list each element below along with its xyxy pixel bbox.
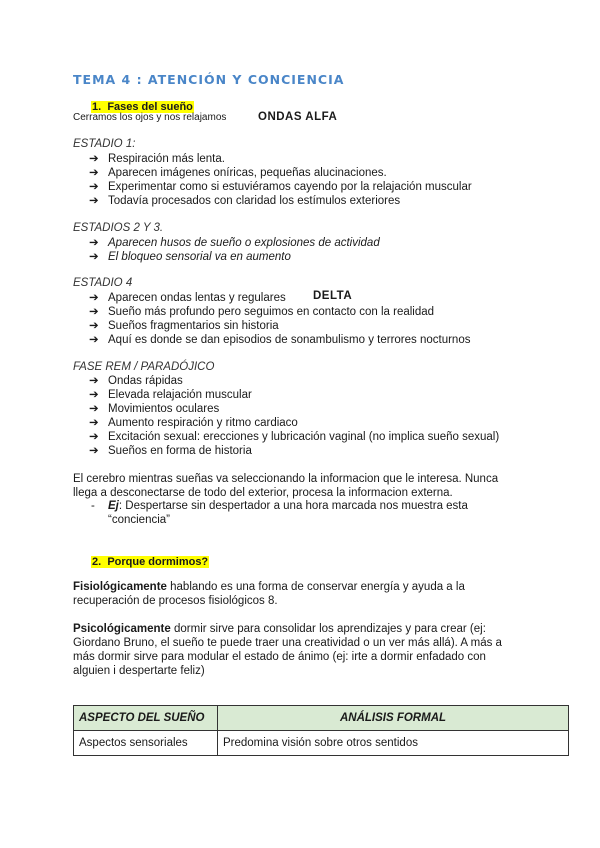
- table-header-cell: ANÁLISIS FORMAL: [218, 706, 569, 731]
- arrow-right-icon: ➔: [89, 431, 99, 443]
- table-cell: Aspectos sensoriales: [74, 731, 218, 756]
- stage-1-list: [89, 152, 472, 208]
- physiological-label: Fisiológicamente: [73, 581, 167, 593]
- table-cell: Predomina visión sobre otros sentidos: [218, 731, 569, 756]
- list-item: ➔ Aparecen husos de sueño o explosiones de actividad: [89, 237, 380, 249]
- arrow-right-icon: ➔: [89, 375, 99, 387]
- arrow-right-icon: ➔: [89, 445, 99, 457]
- list-item: ➔ Elevada relajación muscular: [89, 389, 252, 401]
- list-item: ➔ Movimientos oculares: [89, 403, 220, 415]
- arrow-right-icon: ➔: [89, 195, 99, 207]
- table-header-row: [74, 706, 569, 731]
- list-item: ➔ Aumento respiración y ritmo cardiaco: [89, 417, 298, 429]
- arrow-right-icon: ➔: [89, 292, 99, 304]
- section-1-intro: Cerramos los ojos y nos relajamos: [73, 112, 227, 123]
- list-item: ➔ Sueños en forma de historia: [89, 445, 252, 457]
- arrow-right-icon: ➔: [89, 403, 99, 415]
- arrow-right-icon: ➔: [89, 306, 99, 318]
- stage-4-list: [89, 291, 470, 347]
- arrow-right-icon: ➔: [89, 320, 99, 332]
- section-2-title: Porque dormimos?: [107, 556, 209, 568]
- arrow-right-icon: ➔: [89, 251, 99, 263]
- delta-waves-label: DELTA: [313, 290, 353, 302]
- stage-2-3-heading: ESTADIOS 2 Y 3.: [73, 222, 164, 234]
- list-item: ➔ Todavía procesados con claridad los estímulos exteriores: [89, 195, 401, 207]
- example-label: Ej: [108, 500, 119, 512]
- arrow-right-icon: ➔: [89, 334, 99, 346]
- arrow-right-icon: ➔: [89, 181, 99, 193]
- list-item: ➔ Sueño más profundo pero seguimos en contacto con la realidad: [89, 306, 435, 318]
- rem-heading: FASE REM / PARADÓJICO: [73, 361, 215, 373]
- arrow-right-icon: ➔: [89, 237, 99, 249]
- physiological-paragraph: Fisiológicamente hablando es una forma de conservar energía y ayuda a la recuperación de procesos fisiológicos 8.: [73, 581, 465, 607]
- arrow-right-icon: ➔: [89, 153, 99, 165]
- list-item: ➔ Ondas rápidas: [89, 375, 183, 387]
- arrow-right-icon: ➔: [89, 389, 99, 401]
- arrow-right-icon: ➔: [89, 167, 99, 179]
- psychological-paragraph: Psicológicamente dormir sirve para consolidar los aprendizajes y para crear (ej: Giordano Bruno, el sueño te puede traer una creatividad o un ver más allá). A más a más dormir sirve para modular el estado de ánimo (ej: irte a dormir enfadado con alguien i despertarte feliz): [73, 623, 502, 677]
- rem-list: [89, 374, 499, 458]
- list-item: ➔ Excitación sexual: erecciones y lubricación vaginal (no implica sueño sexual): [89, 431, 500, 443]
- list-item: ➔ Sueños fragmentarios sin historia: [89, 320, 279, 332]
- stage-4-heading: ESTADIO 4: [73, 277, 133, 289]
- page-title: TEMA 4 : ATENCIÓN Y CONCIENCIA: [73, 72, 345, 87]
- list-item: ➔ Aparecen ondas lentas y regulares: [89, 292, 286, 304]
- psychological-label: Psicológicamente: [73, 623, 171, 635]
- section-2-number: 2.: [92, 556, 102, 568]
- list-item: ➔ Respiración más lenta.: [89, 153, 225, 165]
- brain-paragraph: El cerebro mientras sueñas va seleccionando la informacion que le interesa. Nunca llega a desconectarse de todo del exterior, procesa la informacion externa.: [73, 473, 499, 499]
- arrow-right-icon: ➔: [89, 417, 99, 429]
- example-paragraph: Ej: Despertarse sin despertador a una hora marcada nos muestra esta “conciencia”: [108, 500, 468, 526]
- section-1-number: 1.: [92, 101, 102, 113]
- list-item: ➔ Aparecen imágenes oníricas, pequeñas alucinaciones.: [89, 167, 387, 179]
- section-2-heading: [91, 552, 209, 570]
- list-item: ➔ Experimentar como si estuviéramos cayendo por la relajación muscular: [89, 181, 472, 193]
- stage-1-heading: ESTADIO 1:: [73, 138, 136, 150]
- list-item: ➔ El bloqueo sensorial va en aumento: [89, 251, 291, 263]
- example-dash: -: [91, 500, 95, 512]
- table-row: [74, 731, 569, 756]
- stage-2-3-list: [89, 236, 380, 264]
- list-item: ➔ Aquí es donde se dan episodios de sonambulismo y terrores nocturnos: [89, 334, 471, 346]
- table-header-cell: ASPECTO DEL SUEÑO: [74, 706, 218, 731]
- section-1-title: Fases del sueño: [107, 101, 193, 113]
- sleep-aspects-table: [73, 705, 569, 756]
- alpha-waves-label: ONDAS ALFA: [258, 111, 338, 123]
